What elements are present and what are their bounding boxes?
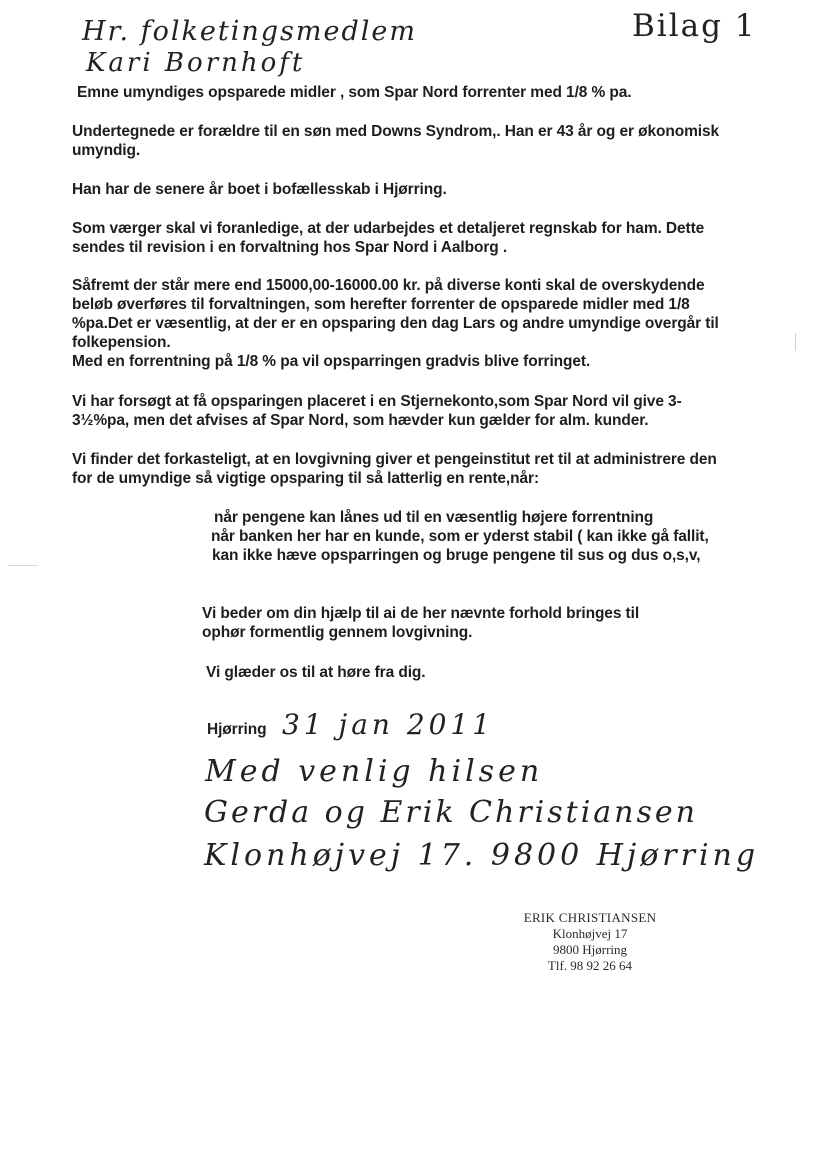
stamp-city: 9800 Hjørring	[552, 942, 628, 957]
condition-item: når pengene kan lånes ud til en væsentlig højere forrentning	[214, 509, 654, 526]
paragraph-interest: Med en forrentning på 1/8 % pa vil opsparringen gradvis blive forringet.	[72, 353, 591, 370]
subject-line: Emne umyndiges opsparede midler , som Spar Nord forrenter med 1/8 % pa.	[77, 84, 632, 101]
place-label: Hjørring	[207, 721, 267, 738]
handwritten-date: 31 jan 2011	[282, 708, 495, 741]
stamp-phone: Tlf. 98 92 26 64	[547, 958, 633, 973]
paragraph-request: Vi beder om din hjælp til ai de her nævnte forhold bringes til ophør formentlig gennem lovgivning.	[202, 605, 640, 641]
scan-mark	[795, 333, 796, 351]
scan-mark	[8, 565, 38, 566]
handwritten-recipient-line2: Kari Bornhoft	[86, 48, 306, 78]
paragraph-son: Undertegnede er forældre til en søn med Downs Syndrom,. Han er 43 år og er økonomisk umyndig.	[72, 123, 720, 159]
stamp-name: ERIK CHRISTIANSEN	[523, 910, 657, 925]
address-stamp	[510, 910, 670, 974]
stamp-street: Klonhøjvej 17	[552, 926, 628, 941]
handwritten-greeting: Med venlig hilsen	[205, 754, 544, 789]
paragraph-transfer: Såfremt der står mere end 15000,00-16000.00 kr. på diverse konti skal de overskydende beløb øverføres til forvaltningen, som herefter forrenter de opsparede midler med 1/8 %pa.Det er væsentlig, at der er en opsparing den dag Lars og andre umyndige overgår til folkepension.	[72, 277, 719, 351]
paragraph-residence: Han har de senere år boet i bofællesskab i Hjørring.	[72, 181, 447, 198]
handwritten-signatures: Gerda og Erik Christiansen	[204, 795, 698, 830]
paragraph-closing: Vi glæder os til at høre fra dig.	[206, 664, 426, 681]
paragraph-guardians: Som værger skal vi foranledige, at der udarbejdes et detaljeret regnskab for ham. Dette sendes til revision i en forvaltning hos Spar Nord i Aalborg .	[72, 220, 705, 256]
condition-item: kan ikke hæve opsparringen og bruge pengene til sus og dus o,s,v,	[212, 547, 701, 564]
condition-item: når banken her har en kunde, som er yderst stabil ( kan ikke gå fallit,	[211, 528, 709, 545]
handwritten-address: Klonhøjvej 17. 9800 Hjørring	[204, 838, 760, 873]
handwritten-recipient-line1: Hr. folketingsmedlem	[82, 16, 417, 47]
paragraph-objection: Vi finder det forkasteligt, at en lovgivning giver et pengeinstitut ret til at administrere den for de umyndige så vigtige opsparing til så latterlig en rente,når:	[72, 451, 717, 487]
paragraph-stjernekonto: Vi har forsøgt at få opsparingen placeret i en Stjernekonto,som Spar Nord vil give 3-3½%pa, men det afvises af Spar Nord, som hævder kun gælder for alm. kunder.	[72, 393, 682, 429]
handwritten-bilag: Bilag 1	[632, 8, 757, 44]
